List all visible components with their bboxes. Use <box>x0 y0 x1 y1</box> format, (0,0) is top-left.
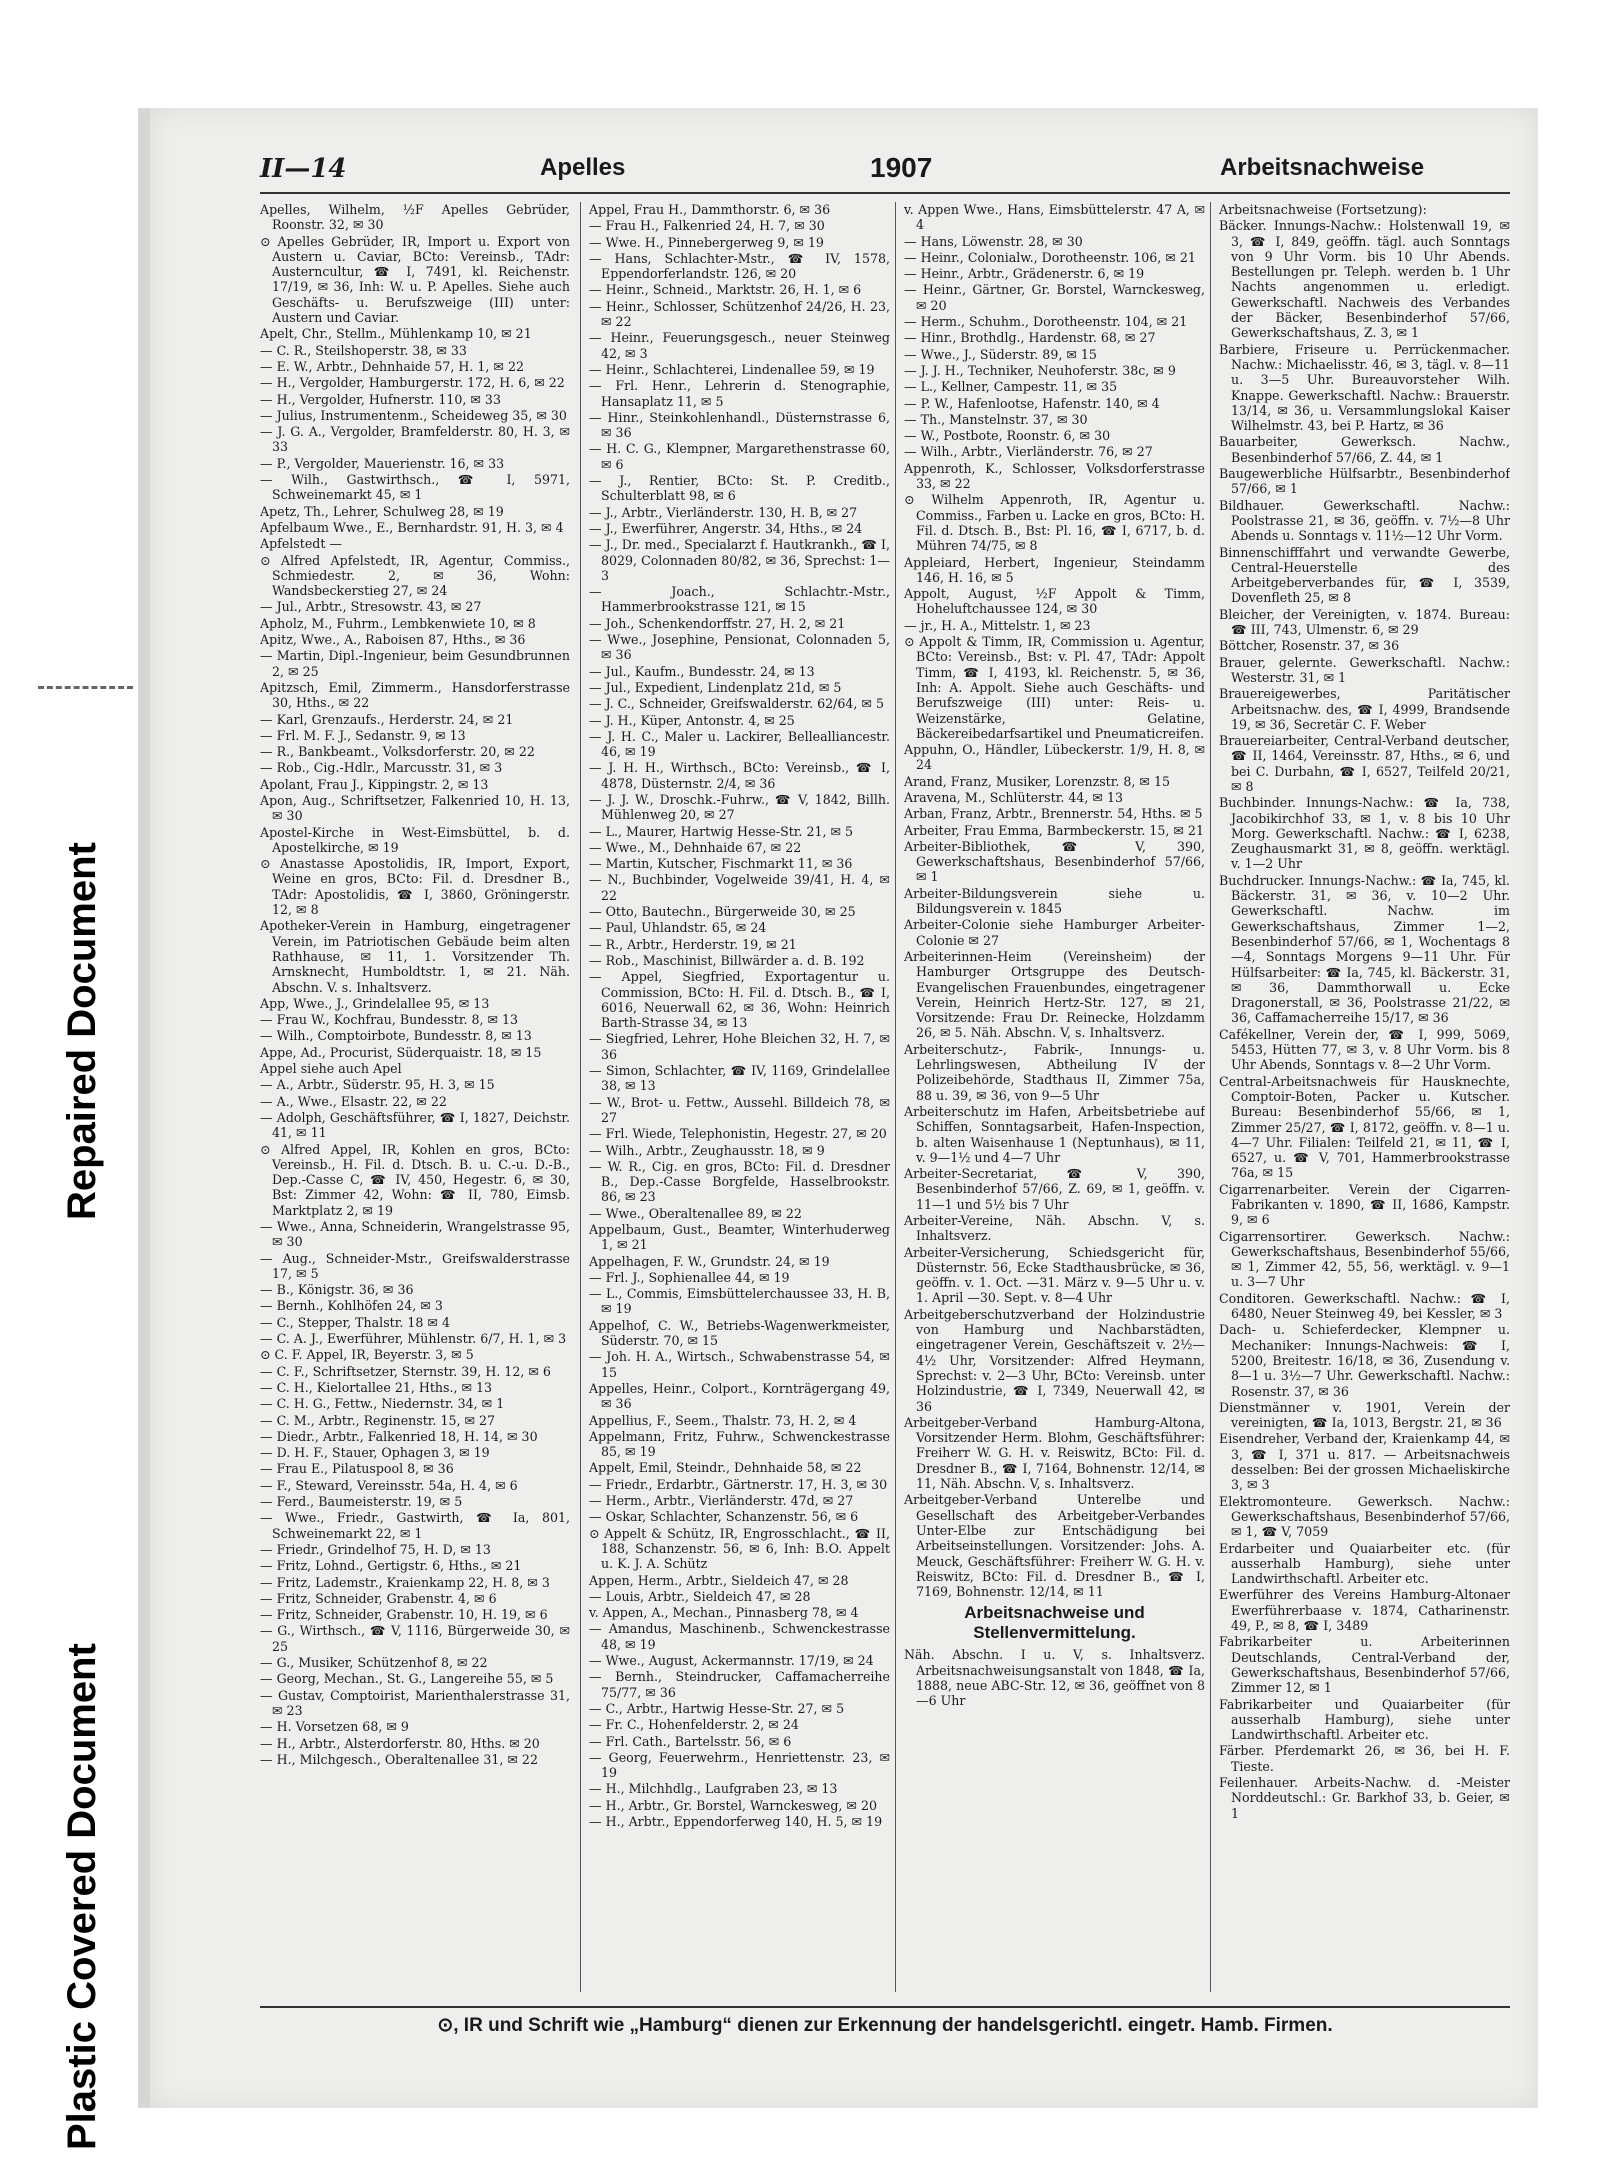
directory-entry: — P. W., Hafenlootse, Hafenstr. 140, ✉ 4 <box>904 395 1160 411</box>
directory-entry: Apitz, Wwe., A., Raboisen 87, Hths., ✉ 36 <box>260 632 526 648</box>
directory-entry: — C. M., Arbtr., Reginenstr. 15, ✉ 27 <box>260 1412 496 1428</box>
directory-entry: Appel siehe auch Apel <box>260 1061 402 1077</box>
directory-entry: Appuhn, O., Händler, Lübeckerstr. 1/9, H. 8, ✉ 24 <box>904 742 1205 773</box>
directory-entry: Arbeiter, Frau Emma, Barmbeckerstr. 15, ✉ 21 <box>904 822 1204 838</box>
directory-entry: — jr., H. A., Mittelstr. 1, ✉ 23 <box>904 617 1091 633</box>
directory-entry: — N., Buchbinder, Vogelweide 39/41, H. 4, ✉ 22 <box>589 872 890 903</box>
directory-entry: Bauarbeiter, Gewerksch. Nachw., Besenbinderhof 57/66, Z. 44, ✉ 1 <box>1219 434 1510 465</box>
directory-entry: — Heinr., Gärtner, Gr. Borstel, Warnckesweg, ✉ 20 <box>904 282 1205 313</box>
directory-entry: Appelbaum, Gust., Beamter, Winterhuderweg 1, ✉ 21 <box>589 1222 890 1253</box>
directory-entry: — Bernh., Steindrucker, Caffamacherreihe 75/77, ✉ 36 <box>589 1669 890 1700</box>
directory-entry: Apotheker-Verein in Hamburg, eingetragener Verein, im Patriotischen Gebäude beim alten Rathhause, ✉ 11, 1. Vorsitzender Th. Arnsknecht, Humboldtstr. 1, ✉ 21. Näh. Abschn. V. s. Inhaltsverz. <box>260 918 570 995</box>
directory-entry: Apitzsch, Emil, Zimmerm., Hansdorferstrasse 30, Hths., ✉ 22 <box>260 679 570 711</box>
directory-entry: — Aug., Schneider-Mstr., Greifswalderstrasse 17, ✉ 5 <box>260 1250 570 1281</box>
directory-entry: — Herm., Arbtr., Vierländerstr. 47d, ✉ 27 <box>589 1493 854 1509</box>
directory-entry: — W., Postbote, Roonstr. 6, ✉ 30 <box>904 428 1111 444</box>
column-1 <box>260 202 570 1992</box>
directory-entry: Brauereiarbeiter, Central-Verband deutscher, ☎ II, 1464, Vereinsstr. 87, Hths., ✉ 6, und bei C. Durbahn, ☎ I, 6527, Teilfeld 20/21, ✉ 8 <box>1219 733 1510 794</box>
directory-entry: — C. H., Kielortallee 21, Hths., ✉ 13 <box>260 1379 493 1395</box>
directory-entry: Dienstmänner v. 1901, Verein der vereinigten, ☎ Ia, 1013, Bergstr. 21, ✉ 36 <box>1219 1399 1510 1431</box>
directory-entry: — W., Brot- u. Fettw., Aussehl. Billdeich 78, ✉ 27 <box>589 1094 890 1125</box>
directory-entry: — Frl. Cath., Bartelsstr. 56, ✉ 6 <box>589 1733 792 1749</box>
directory-entry: — Jul., Expedient, Lindenplatz 21d, ✉ 5 <box>589 679 842 695</box>
directory-entry: — D. H. F., Stauer, Ophagen 3, ✉ 19 <box>260 1445 490 1461</box>
directory-entry: — Th., Manstelnstr. 37, ✉ 30 <box>904 411 1088 427</box>
directory-entry: — Frl. M. F. J., Sedanstr. 9, ✉ 13 <box>260 727 466 743</box>
directory-entry: Arbeiterinnen-Heim (Vereinsheim) der Hamburger Ortsgruppe des Deutsch-Evangelischen Frauenbundes, eingetragener Verein, Heinrich Hertz-Str. 127, ✉ 21, Vorsitzende: Frau Dr. Reinecke, Holzdamm 26, ✉ 5. Näh. Abschn. V, s. Inhaltsverz. <box>904 948 1205 1041</box>
directory-entry: — J. H. H., Wirthsch., BCto: Vereinsb., ☎ I, 4878, Düsternstr. 2/4, ✉ 36 <box>589 760 890 791</box>
page-footer: ⊙, IR und Schrift wie „Hamburg“ dienen zur Erkennung der handelsgerichtl. eingetr. Hamb. Firmen. <box>260 2006 1510 2037</box>
directory-entry: Appelles, Heinr., Colport., Kornträgergang 49, ✉ 36 <box>589 1380 890 1412</box>
directory-entry: — Wwe., Friedr., Gastwirth, ☎ Ia, 801, Schweinemarkt 22, ✉ 1 <box>260 1510 570 1541</box>
directory-entry: — J., Ewerführer, Angerstr. 34, Hths., ✉ 24 <box>589 520 863 536</box>
directory-entry: — J. H., Küper, Antonstr. 4, ✉ 25 <box>589 712 795 728</box>
directory-entry: — Herm., Schuhm., Dorotheenstr. 104, ✉ 21 <box>904 314 1188 330</box>
directory-entry: — Frau E., Pilatuspool 8, ✉ 36 <box>260 1461 454 1477</box>
directory-entry: — Otto, Bautechn., Bürgerweide 30, ✉ 25 <box>589 904 856 920</box>
directory-entry: — Heinr., Feuerungsgesch., neuer Steinweg 42, ✉ 3 <box>589 330 890 361</box>
directory-entry: Appelhof, C. W., Betriebs-Wagenwerkmeister, Süderstr. 70, ✉ 15 <box>589 1317 890 1349</box>
directory-entry: App, Wwe., J., Grindelallee 95, ✉ 13 <box>260 995 490 1011</box>
directory-entry: — Fr. C., Hohenfelderstr. 2, ✉ 24 <box>589 1717 799 1733</box>
directory-entry: Arbeitsnachweise und Stellenvermittelung. <box>964 1603 1145 1643</box>
directory-entry: — Siegfried, Lehrer, Hohe Bleichen 32, H. 7, ✉ 36 <box>589 1031 890 1062</box>
directory-entry: — J. H. C., Maler u. Lackirer, Bellealliancestr. 46, ✉ 19 <box>589 728 890 760</box>
directory-entry: Aravena, M., Schlüterstr. 44, ✉ 13 <box>904 789 1123 805</box>
directory-entry: Appen, Herm., Arbtr., Sieldeich 47, ✉ 28 <box>589 1572 849 1588</box>
directory-entry: — Hans, Schlachter-Mstr., ☎ IV, 1578, Eppendorferlandstr. 126, ✉ 20 <box>589 250 890 282</box>
directory-entry: — C. H. G., Fettw., Niedernstr. 34, ✉ 1 <box>260 1396 505 1412</box>
directory-entry: — Karl, Grenzaufs., Herderstr. 24, ✉ 21 <box>260 711 514 727</box>
document-page <box>138 108 1538 2108</box>
directory-entry: — Georg, Mechan., St. G., Langereihe 55, ✉ 5 <box>260 1671 554 1687</box>
directory-entry: Apfelbaum Wwe., E., Bernhardstr. 91, H. 3, ✉ 4 <box>260 519 564 535</box>
directory-entry: ⊙ Appolt & Timm, IR, Commission u. Agentur, BCto: Vereinsb., Bst: v. Pl. 47, TAdr: Appolt Timm, ☎ I, 4193, kl. Reichenstr. 5, ✉ 36, Inh: A. Appolt. Siehe auch Geschäfts- und Berufszweige (III) unter: Reis- u. Weizenstärke, Gelatine, Bäckereibedarfsartikel und Pneumaticreifen. <box>904 634 1205 741</box>
column-4 <box>1210 202 1510 1992</box>
directory-entry: Dach- u. Schieferdecker, Klempner u. Mechaniker: Innungs-Nachweis: ☎ I, 5200, Breitestr. 16/18, ✉ 36, Zusendung v. 8—1 u. 3½—7 Uhr. Gewerkschaftl. Nachw.: Rosenstr. 37, ✉ 36 <box>1219 1322 1510 1399</box>
directory-entry: — Martin, Kutscher, Fischmarkt 11, ✉ 36 <box>589 856 853 872</box>
column-2 <box>580 202 890 1992</box>
directory-entry: — A., Arbtr., Süderstr. 95, H. 3, ✉ 15 <box>260 1077 495 1093</box>
directory-entry: — H., Milchgesch., Oberaltenallee 31, ✉ 22 <box>260 1751 538 1767</box>
directory-entry: Buchdrucker. Innungs-Nachw.: ☎ Ia, 745, kl. Bäckerstr. 31, ✉ 36, v. 10—2 Uhr. Gewerkschaftl. Nachw. im Gewerkschaftshaus, Zimmer 1—2, Besenbinderhof 57/66, ✉ 1, Wochentags 8—4, Sonntags Morgens 9—11 Uhr. Für Hülfsarbeiter: ☎ Ia, 745, kl. Bäckerstr. 31, ✉ 36, Dammthorwall u. Ecke Dragonerstall, ✉ 36, Poolstrasse 21/22, ✉ 36, Caffamacherreihe 15/17, ✉ 36 <box>1219 872 1510 1026</box>
page-number: II—14 <box>260 154 347 184</box>
divider-dashed <box>38 686 133 689</box>
directory-entry: Appelhagen, F. W., Grundstr. 24, ✉ 19 <box>589 1253 830 1269</box>
directory-entry: ⊙ Alfred Apfelstedt, IR, Agentur, Commiss., Schmiedestr. 2, ✉ 36, Wohn: Wandsbeckerstieg 27, ✉ 24 <box>260 552 570 599</box>
directory-entry: Eisendreher, Verband der, Kraienkamp 44, ✉ 3, ☎ I, 371 u. 817. — Arbeitsnachweis desselben: Bei der grossen Michaeliskirche 3, ✉ 3 <box>1219 1431 1510 1493</box>
directory-entry: Cigarrensortirer. Gewerksch. Nachw.: Gewerkschaftshaus, Besenbinderhof 55/66, ✉ 1, Zimmer 42, 55, 56, werktägl. v. 9—1 u. 3—7 Uhr <box>1219 1228 1510 1290</box>
directory-entry: — Hans, Löwenstr. 28, ✉ 30 <box>904 233 1083 249</box>
directory-entry: — C., Stepper, Thalstr. 18 ✉ 4 <box>260 1314 450 1330</box>
directory-entry: ⊙ C. F. Appel, IR, Beyerstr. 3, ✉ 5 <box>260 1347 474 1363</box>
directory-entry: Apetz, Th., Lehrer, Schulweg 28, ✉ 19 <box>260 503 504 519</box>
directory-entry: — C. A. J., Ewerführer, Mühlenstr. 6/7, H. 1, ✉ 3 <box>260 1331 567 1347</box>
directory-entry: — Jul., Arbtr., Stresowstr. 43, ✉ 27 <box>260 599 482 615</box>
directory-entry: Appenroth, K., Schlosser, Volksdorferstrasse 33, ✉ 22 <box>904 460 1205 492</box>
directory-entry: — Frl. Wiede, Telephonistin, Hegestr. 27, ✉ 20 <box>589 1126 887 1142</box>
directory-entry: Böttcher, Rosenstr. 37, ✉ 36 <box>1219 638 1400 654</box>
directory-entry: — Fritz, Lohnd., Gertigstr. 6, Hths., ✉ 21 <box>260 1558 522 1574</box>
directory-entry: Brauer, gelernte. Gewerkschaftl. Nachw.: Westerstr. 31, ✉ 1 <box>1219 654 1510 685</box>
directory-entry: ⊙ Alfred Appel, IR, Kohlen en gros, BCto: Vereinsb., H. Fil. d. Dtsch. B. u. C.-u. D.-B., Dep.-Casse C, ☎ IV, 450, Hegestr. 6, ✉ 30, Bst: Zimmer 42, Wohn: ☎ II, 780, Eimsb. Marktplatz 2, ✉ 19 <box>260 1141 570 1218</box>
directory-entry: Ewerführer des Vereins Hamburg-Altonaer Ewerführerbaase v. 1874, Catharinenstr. 49, P., ✉ 8, ☎ I, 3489 <box>1219 1587 1510 1634</box>
page-header <box>260 146 1510 194</box>
directory-entry: — L., Maurer, Hartwig Hesse-Str. 21, ✉ 5 <box>589 823 854 839</box>
directory-entry: — C. R., Steilshoperstr. 38, ✉ 33 <box>260 342 467 358</box>
header-left-word: Apelles <box>540 154 626 181</box>
header-year: 1907 <box>870 152 933 183</box>
directory-entry: — Wwe., August, Ackermannstr. 17/19, ✉ 24 <box>589 1653 874 1669</box>
directory-entry: Arbeiter-Vereine, Näh. Abschn. V, s. Inhaltsverz. <box>904 1213 1205 1244</box>
directory-entry: — Heinr., Schneid., Marktstr. 26, H. 1, ✉ 6 <box>589 282 862 298</box>
directory-entry: — J. C., Schneider, Greifswalderstr. 62/64, ✉ 5 <box>589 696 884 712</box>
directory-entry: — Wwe., Oberaltenallee 89, ✉ 22 <box>589 1205 802 1221</box>
directory-entry: Arbeiterschutz im Hafen, Arbeitsbetriebe auf Schiffen, Sonntagsarbeit, Hafen-Inspection, b. alten Waisenhause 1 (Neptunhaus), ✉ 11, v. 9—1½ und 4—7 Uhr <box>904 1103 1205 1165</box>
directory-entry: — Appel, Siegfried, Exportagentur u. Commission, BCto: H. Fil. d. Dtsch. B., ☎ I, 6016, Neuerwall 62, ✉ 36, Wohn: Heinrich Barth-Strasse 34, ✉ 13 <box>589 969 890 1031</box>
directory-entry: — L., Commis, Eimsbüttelerchaussee 33, H. B, ✉ 19 <box>589 1286 890 1317</box>
directory-entry: — Heinr., Arbtr., Grädenerstr. 6, ✉ 19 <box>904 266 1145 282</box>
directory-entry: Appolt, August, ½F Appolt & Timm, Hoheluftchaussee 124, ✉ 30 <box>904 586 1205 617</box>
header-right-word: Arbeitsnachweise <box>1220 154 1425 181</box>
directory-entry: — Joach., Schlachtr.-Mstr., Hammerbrookstrasse 121, ✉ 15 <box>589 584 890 615</box>
directory-entry: Arand, Franz, Musiker, Lorenzstr. 8, ✉ 15 <box>904 773 1170 789</box>
directory-entry: — Wwe. H., Pinnebergerweg 9, ✉ 19 <box>589 234 824 250</box>
directory-entry: — B., Königstr. 36, ✉ 36 <box>260 1282 414 1298</box>
directory-entry: ⊙ Anastasse Apostolidis, IR, Import, Export, Weine en gros, BCto: Fil. d. Dresdner B., TAdr: Apostolidis, ☎ I, 3860, Gröningerstr. 12, ✉ 8 <box>260 856 570 918</box>
directory-entry: — Wilh., Gastwirthsch., ☎ I, 5971, Schweinemarkt 45, ✉ 1 <box>260 472 570 503</box>
directory-entry: — Louis, Arbtr., Sieldeich 47, ✉ 28 <box>589 1588 811 1604</box>
directory-entry: Brauereigewerbes, Paritätischer Arbeitsnachw. des, ☎ I, 4999, Brandsende 19, ✉ 36, Secretär C. F. Weber <box>1219 686 1510 732</box>
page-sheet <box>260 138 1540 2063</box>
directory-entry: — Amandus, Maschinenb., Schwenckestrasse 48, ✉ 19 <box>589 1621 890 1652</box>
directory-entry: — Wwe., Anna, Schneiderin, Wrangelstrasse 95, ✉ 30 <box>260 1219 570 1250</box>
directory-entry: — Fritz, Schneider, Grabenstr. 10, H. 19, ✉ 6 <box>260 1607 548 1623</box>
directory-entry: Appe, Ad., Procurist, Süderquaistr. 18, ✉ 15 <box>260 1044 542 1060</box>
directory-entry: — P., Vergolder, Mauerienstr. 16, ✉ 33 <box>260 455 505 471</box>
directory-entry: — Heinr., Schlachterei, Lindenallee 59, ✉ 19 <box>589 361 875 377</box>
directory-entry: — Fritz, Schneider, Grabenstr. 4, ✉ 6 <box>260 1590 497 1606</box>
directory-entry: — Hinr., Brothdlg., Hardenstr. 68, ✉ 27 <box>904 330 1156 346</box>
directory-entry: Arbeitgeber-Verband Unterelbe und Gesellschaft des Arbeitgeber-Verbandes Unter-Elbe zur Entschädigung bei Arbeitseinstellungen. Vorsitzender: Johs. A. Meuck, Geschäftsführer: Freiherr W. G. H. v. Reiswitz, BCto: Fil. d. Dresdner B., ☎ I, 7169, Bohnenstr. 12/14, ✉ 11 <box>904 1492 1205 1600</box>
directory-entry: — H. Vorsetzen 68, ✉ 9 <box>260 1719 409 1735</box>
directory-entry: — Wilh., Comptoirbote, Bundesstr. 8, ✉ 13 <box>260 1028 532 1044</box>
directory-entry: — L., Kellner, Campestr. 11, ✉ 35 <box>904 379 1118 395</box>
directory-entry: — G., Wirthsch., ☎ V, 1116, Bürgerweide 30, ✉ 25 <box>260 1623 570 1654</box>
directory-entry: Arbeiter-Bibliothek, ☎ V, 390, Gewerkschaftshaus, Besenbinderhof 57/66, ✉ 1 <box>904 838 1205 885</box>
directory-entry: — Georg, Feuerwehrm., Henriettenstr. 23, ✉ 19 <box>589 1749 890 1781</box>
directory-entry: — Jul., Kaufm., Bundesstr. 24, ✉ 13 <box>589 663 815 679</box>
directory-entry: Barbiere, Friseure u. Perrückenmacher. Nachw.: Michaelisstr. 46, ✉ 3, tägl. v. 8—11 u. 3—5 Uhr. Bureauvorsteher Wilh. Knappe. Gewerkschaftl. Nachw.: Brauerstr. 13/14, ✉ 36, u. Versammlungslokal Kaiser Wilhelmstr. 43, bei P. Hartz, ✉ 36 <box>1219 341 1510 434</box>
directory-entry: — H., Milchhdlg., Laufgraben 23, ✉ 13 <box>589 1781 838 1797</box>
directory-entry: Fabrikarbeiter und Quaiarbeiter (für ausserhalb Hamburg), siehe unter Landwirthschaftl. Arbeiter etc. <box>1219 1696 1510 1743</box>
column-3 <box>895 202 1205 1992</box>
directory-entry: — H., Arbtr., Gr. Borstel, Warnckesweg, ✉ 20 <box>589 1797 878 1813</box>
directory-entry: Cafékellner, Verein der, ☎ I, 999, 5069, 5453, Hütten 77, ✉ 3, v. 8 Uhr Vorm. bis 8 Uhr Abends, Sonntags v. 8—2 Uhr Vorm. <box>1219 1026 1510 1073</box>
directory-entry: Appelmann, Fritz, Fuhrw., Schwenckestrasse 85, ✉ 19 <box>589 1428 890 1460</box>
directory-entry: Buchbinder. Innungs-Nachw.: ☎ Ia, 738, Jacobikirchhof 33, ✉ 1, v. 8 bis 10 Uhr Morg. Gewerkschaftl. Nachw.: ☎ I, 6238, Zeughausmarkt 31, ✉ 8, geöffn. werktägl. v. 1—2 Uhr <box>1219 795 1510 872</box>
directory-entry: — Heinr., Colonialw., Dorotheenstr. 106, ✉ 21 <box>904 249 1196 265</box>
directory-entry: Apfelstedt — <box>260 536 342 552</box>
directory-entry: — Joh. H. A., Wirtsch., Schwabenstrasse 54, ✉ 15 <box>589 1349 890 1380</box>
directory-entry: Arbeitgeber-Verband Hamburg-Altona, Vorsitzender Herm. Blohm, Geschäftsführer: Freiherr W. G. H. v. Reiswitz, BCto: Fil. d. Dresdner B., ☎ I, 7164, Bohnenstr. 12/14, ✉ 11, Näh. Abschn. V, s. Inhaltsverz. <box>904 1414 1205 1492</box>
directory-entry: — H., Arbtr., Alsterdorferstr. 80, Hths. ✉ 20 <box>260 1735 540 1751</box>
directory-entry: — Frl. Henr., Lehrerin d. Stenographie, Hansaplatz 11, ✉ 5 <box>589 378 890 409</box>
directory-entry: — W. R., Cig. en gros, BCto: Fil. d. Dresdner B., Dep.-Casse Borgfelde, Hasselbrookstr. 86, ✉ 23 <box>589 1158 890 1205</box>
directory-entry: Conditoren. Gewerkschaftl. Nachw.: ☎ I, 6480, Neuer Steinweg 49, bei Kessler, ✉ 3 <box>1219 1290 1510 1322</box>
directory-entry: ⊙ Appelt & Schütz, IR, Engrosschlacht., ☎ II, 188, Schanzenstr. 56, ✉ 6, Inh: B.O. Appelt u. K. J. A. Schütz <box>589 1525 890 1572</box>
directory-entry: — Frl. J., Sophienallee 44, ✉ 19 <box>589 1269 790 1285</box>
directory-entry: Arbeiter-Colonie siehe Hamburger Arbeiter-Colonie ✉ 27 <box>904 917 1205 948</box>
directory-columns <box>260 202 1510 1992</box>
directory-entry: Central-Arbeitsnachweis für Hausknechte, Comptoir-Boten, Packer u. Kutscher. Bureau: Besenbinderhof 55/66, ✉ 1, Zimmer 25/27, ☎ I, 8172, geöffn. v. 8—1 u. 4—7 Uhr. Filialen: Teilfeld 21, ✉ 11, ☎ I, 6527, u. ☎ V, 701, Hammerbrookstrasse 76a, ✉ 15 <box>1219 1073 1510 1181</box>
directory-entry: Arban, Franz, Arbtr., Brennerstr. 54, Hths. ✉ 5 <box>904 806 1203 822</box>
directory-entry: ⊙ Wilhelm Appenroth, IR, Agentur u. Commiss., Farben u. Lacke en gros, BCto: H. Fil. d. Dtsch. B., Bst: Pl. 16, ☎ I, 6717, b. d. Mühren 74/75, ✉ 8 <box>904 492 1205 554</box>
directory-entry: Arbeiterschutz-, Fabrik-, Innungs- u. Lehrlingswesen, Abtheilung IV der Polizeibehörde, Stadthaus II, Zimmer 75a, 88 u. 39, ✉ 36, von 9—5 Uhr <box>904 1041 1205 1103</box>
directory-entry: — G., Musiker, Schützenhof 8, ✉ 22 <box>260 1655 488 1671</box>
directory-entry: v. Appen, A., Mechan., Pinnasberg 78, ✉ 4 <box>589 1605 859 1621</box>
directory-entry: — Hinr., Steinkohlenhandl., Düsternstrasse 6, ✉ 36 <box>589 409 890 441</box>
directory-entry: v. Appen Wwe., Hans, Eimsbüttelerstr. 47 A, ✉ 4 <box>904 202 1205 233</box>
directory-entry: Bäcker. Innungs-Nachw.: Holstenwall 19, ✉ 3, ☎ I, 849, geöffn. tägl. auch Sonntags von 9 Uhr Vorm. bis 10 Uhr Abends. Bestellungen pr. Teleph. werden b. 1 Uhr Nachts angenommen u. erledigt. Gewerkschaftl. Nachweis des Verbandes der Bäcker, Besenbinderhof 57/66, Gewerkschaftshaus, Z. 3, ✉ 1 <box>1219 218 1510 341</box>
directory-entry: Appel, Frau H., Dammthorstr. 6, ✉ 36 <box>589 202 831 217</box>
directory-entry: — Ferd., Baumeisterstr. 19, ✉ 5 <box>260 1494 463 1510</box>
directory-entry: — H. C. G., Klempner, Margarethenstrasse 60, ✉ 6 <box>589 441 890 472</box>
directory-entry: — Wwe., M., Dehnhaide 67, ✉ 22 <box>589 839 802 855</box>
directory-entry: — R., Bankbeamt., Volksdorferstr. 20, ✉ 22 <box>260 744 535 760</box>
directory-entry: — H., Vergolder, Hamburgerstr. 172, H. 6, ✉ 22 <box>260 375 565 391</box>
directory-entry: Arbeiter-Bildungsverein siehe u. Bildungsverein v. 1845 <box>904 885 1205 917</box>
directory-entry: — F., Steward, Vereinsstr. 54a, H. 4, ✉ 6 <box>260 1477 518 1493</box>
directory-entry: Baugewerbliche Hülfsarbtr., Besenbinderhof 57/66, ✉ 1 <box>1219 466 1510 497</box>
directory-entry: — Martin, Dipl.-Ingenieur, beim Gesundbrunnen 2, ✉ 25 <box>260 648 570 679</box>
directory-entry: — Wwe., J., Süderstr. 89, ✉ 15 <box>904 346 1097 362</box>
directory-entry: — Simon, Schlachter, ☎ IV, 1169, Grindelallee 38, ✉ 13 <box>589 1063 890 1094</box>
directory-entry: — Gustav, Comptoirist, Marienthalerstrasse 31, ✉ 23 <box>260 1687 570 1718</box>
directory-entry: — Joh., Schenkendorffstr. 27, H. 2, ✉ 21 <box>589 615 846 631</box>
directory-entry: — C. F., Schriftsetzer, Sternstr. 39, H. 12, ✉ 6 <box>260 1363 551 1379</box>
directory-entry: Apostel-Kirche in West-Eimsbüttel, b. d. Apostelkirche, ✉ 19 <box>260 824 570 855</box>
repaired-document-label: Repaired Document <box>60 842 104 1220</box>
directory-entry: Bildhauer. Gewerkschaftl. Nachw.: Poolstrasse 21, ✉ 36, geöffn. v. 7½—8 Uhr Abends u. Sonntags v. 11½—12 Uhr Vorm. <box>1219 497 1510 544</box>
directory-entry: Appleiard, Herbert, Ingenieur, Steindamm 146, H. 16, ✉ 5 <box>904 554 1205 585</box>
directory-entry: — J., Dr. med., Specialarzt f. Hautkrankh., ☎ I, 8029, Colonnaden 80/82, ✉ 36, Sprechst: 1—3 <box>589 537 890 583</box>
directory-entry: — Julius, Instrumentenm., Scheideweg 35, ✉ 30 <box>260 407 567 423</box>
directory-entry: — Rob., Maschinist, Billwärder a. d. B. 192 <box>589 952 865 968</box>
directory-entry: Erdarbeiter und Quaiarbeiter etc. (für ausserhalb Hamburg), siehe unter Landwirthschaftl. Arbeiter etc. <box>1219 1540 1510 1587</box>
directory-entry: Apolant, Frau J., Kippingstr. 2, ✉ 13 <box>260 776 489 792</box>
directory-entry: Näh. Abschn. I u. V, s. Inhaltsverz. Arbeitsnachweisungsanstalt von 1848, ☎ Ia, 1888, neue ABC-Str. 12, ✉ 36, geöffnet von 8—6 Uhr <box>904 1647 1205 1709</box>
directory-entry: — Diedr., Arbtr., Falkenried 18, H. 14, ✉ 30 <box>260 1428 538 1444</box>
directory-entry: Fabrikarbeiter u. Arbeiterinnen Deutschlands, Central-Verband der, Gewerkschaftshaus, Besenbinderhof 57/66, Zimmer 12, ✉ 1 <box>1219 1634 1510 1696</box>
directory-entry: — Rob., Cig.-Hdlr., Marcusstr. 31, ✉ 3 <box>260 760 503 776</box>
directory-entry: — Friedr., Grindelhof 75, H. D, ✉ 13 <box>260 1541 491 1557</box>
directory-entry: Arbeitsnachweise (Fortsetzung): <box>1219 202 1427 217</box>
directory-entry: — J., Rentier, BCto: St. P. Creditb., Schulterblatt 98, ✉ 6 <box>589 473 890 504</box>
directory-entry: — H., Vergolder, Hufnerstr. 110, ✉ 33 <box>260 391 501 407</box>
directory-entry: — A., Wwe., Elsastr. 22, ✉ 22 <box>260 1093 447 1109</box>
directory-entry: — E. W., Arbtr., Dehnhaide 57, H. 1, ✉ 22 <box>260 358 524 374</box>
directory-entry: Arbeiter-Secretariat, ☎ V, 390, Besenbinderhof 57/66, Z. 69, ✉ 1, geöffn. v. 11—1 und 5½ bis 7 Uhr <box>904 1166 1205 1212</box>
directory-entry: — Frau W., Kochfrau, Bundesstr. 8, ✉ 13 <box>260 1012 519 1028</box>
directory-entry: Apelles, Wilhelm, ½F Apelles Gebrüder, Roonstr. 32, ✉ 30 <box>260 202 570 233</box>
directory-entry: — J., Arbtr., Vierländerstr. 130, H. B, ✉ 27 <box>589 504 858 520</box>
directory-entry: Färber. Pferdemarkt 26, ✉ 36, bei H. F. Tieste. <box>1219 1743 1510 1774</box>
plastic-covered-label: Plastic Covered Document <box>60 1643 104 2150</box>
directory-entry: — J. G. A., Vergolder, Bramfelderstr. 80, H. 3, ✉ 33 <box>260 424 570 455</box>
directory-entry: — Bernh., Kohlhöfen 24, ✉ 3 <box>260 1298 443 1314</box>
directory-entry: — Paul, Uhlandstr. 65, ✉ 24 <box>589 920 767 936</box>
directory-entry: Appellius, F., Seem., Thalstr. 73, H. 2, ✉ 4 <box>589 1412 857 1428</box>
directory-entry: Apholz, M., Fuhrm., Lembkenwiete 10, ✉ 8 <box>260 615 536 631</box>
directory-entry: Arbeitgeberschutzverband der Holzindustrie von Hamburg und Nachbarstädten, eingetragener Verein, Geschäftszeit v. 2½—4½ Uhr, Vorsitzender: Alfred Heymann, Sprechst: v. 2—3 Uhr, BCto: Vereinsb. unter Holzindustrie, ☎ I, 7349, Neuerwall 42, ✉ 36 <box>904 1306 1205 1414</box>
directory-entry: Bleicher, der Vereinigten, v. 1874. Bureau: ☎ III, 743, Ulmenstr. 6, ✉ 29 <box>1219 606 1510 638</box>
directory-entry: Binnenschifffahrt und verwandte Gewerbe, Central-Heuerstelle des Arbeitgeberverbandes für, ☎ I, 3539, Dovenfleth 25, ✉ 8 <box>1219 544 1510 606</box>
directory-entry: — Oskar, Schlachter, Schanzenstr. 56, ✉ 6 <box>589 1509 859 1525</box>
directory-entry: Appelt, Emil, Steindr., Dehnhaide 58, ✉ 22 <box>589 1460 862 1476</box>
directory-entry: Elektromonteure. Gewerksch. Nachw.: Gewerkschaftshaus, Besenbinderhof 57/66, ✉ 1, ☎ V, 7059 <box>1219 1493 1510 1540</box>
directory-entry: — R., Arbtr., Herderstr. 19, ✉ 21 <box>589 936 797 952</box>
directory-entry: — Frau H., Falkenried 24, H. 7, ✉ 30 <box>589 218 825 234</box>
directory-entry: — Fritz, Lademstr., Kraienkamp 22, H. 8, ✉ 3 <box>260 1574 550 1590</box>
directory-entry: — Adolph, Geschäftsführer, ☎ I, 1827, Deichstr. 41, ✉ 11 <box>260 1109 570 1141</box>
directory-entry: — J. J. H., Techniker, Neuhoferstr. 38c, ✉ 9 <box>904 362 1176 378</box>
directory-entry: Apelt, Chr., Stellm., Mühlenkamp 10, ✉ 21 <box>260 326 532 342</box>
directory-entry: — Wilh., Arbtr., Vierländerstr. 76, ✉ 27 <box>904 444 1153 460</box>
directory-entry: — J. J. W., Droschk.-Fuhrw., ☎ V, 1842, Billh. Mühlenweg 20, ✉ 27 <box>589 791 890 823</box>
directory-entry: — Friedr., Erdarbtr., Gärtnerstr. 17, H. 3, ✉ 30 <box>589 1476 888 1492</box>
directory-entry: — Wwe., Josephine, Pensionat, Colonnaden 5, ✉ 36 <box>589 632 890 663</box>
directory-entry: ⊙ Apelles Gebrüder, IR, Import u. Export von Austern u. Caviar, BCto: Vereinsb., TAdr: Austerncultur, ☎ I, 7491, kl. Reichenstr. 17/19, ✉ 36, Inh: W. u. P. Apelles. Siehe auch Geschäfts- u. Berufszweige (III) unter: Austern und Caviar. <box>260 233 570 326</box>
directory-entry: Arbeiter-Versicherung, Schiedsgericht für, Düsternstr. 56, Ecke Stadthausbrücke, ✉ 36, geöffn. v. 1. Oct. —31. März v. 9—5 Uhr u. v. 1. April —30. Sept. v. 8—4 Uhr <box>904 1244 1205 1306</box>
directory-entry: — H., Arbtr., Eppendorferweg 140, H. 5, ✉ 19 <box>589 1813 883 1829</box>
directory-entry: Apon, Aug., Schriftsetzer, Falkenried 10, H. 13, ✉ 30 <box>260 792 570 824</box>
directory-entry: Cigarrenarbeiter. Verein der Cigarren-Fabrikanten v. 1890, ☎ II, 1686, Kampstr. 9, ✉ 6 <box>1219 1181 1510 1228</box>
directory-entry: — C., Arbtr., Hartwig Hesse-Str. 27, ✉ 5 <box>589 1700 845 1716</box>
directory-entry: — Wilh., Arbtr., Zeughausstr. 18, ✉ 9 <box>589 1142 825 1158</box>
directory-entry: Feilenhauer. Arbeits-Nachw. d. -Meister Norddeutschl.: Gr. Barkhof 33, b. Geier, ✉ 1 <box>1219 1774 1510 1821</box>
directory-entry: — Heinr., Schlosser, Schützenhof 24/26, H. 23, ✉ 22 <box>589 298 890 330</box>
